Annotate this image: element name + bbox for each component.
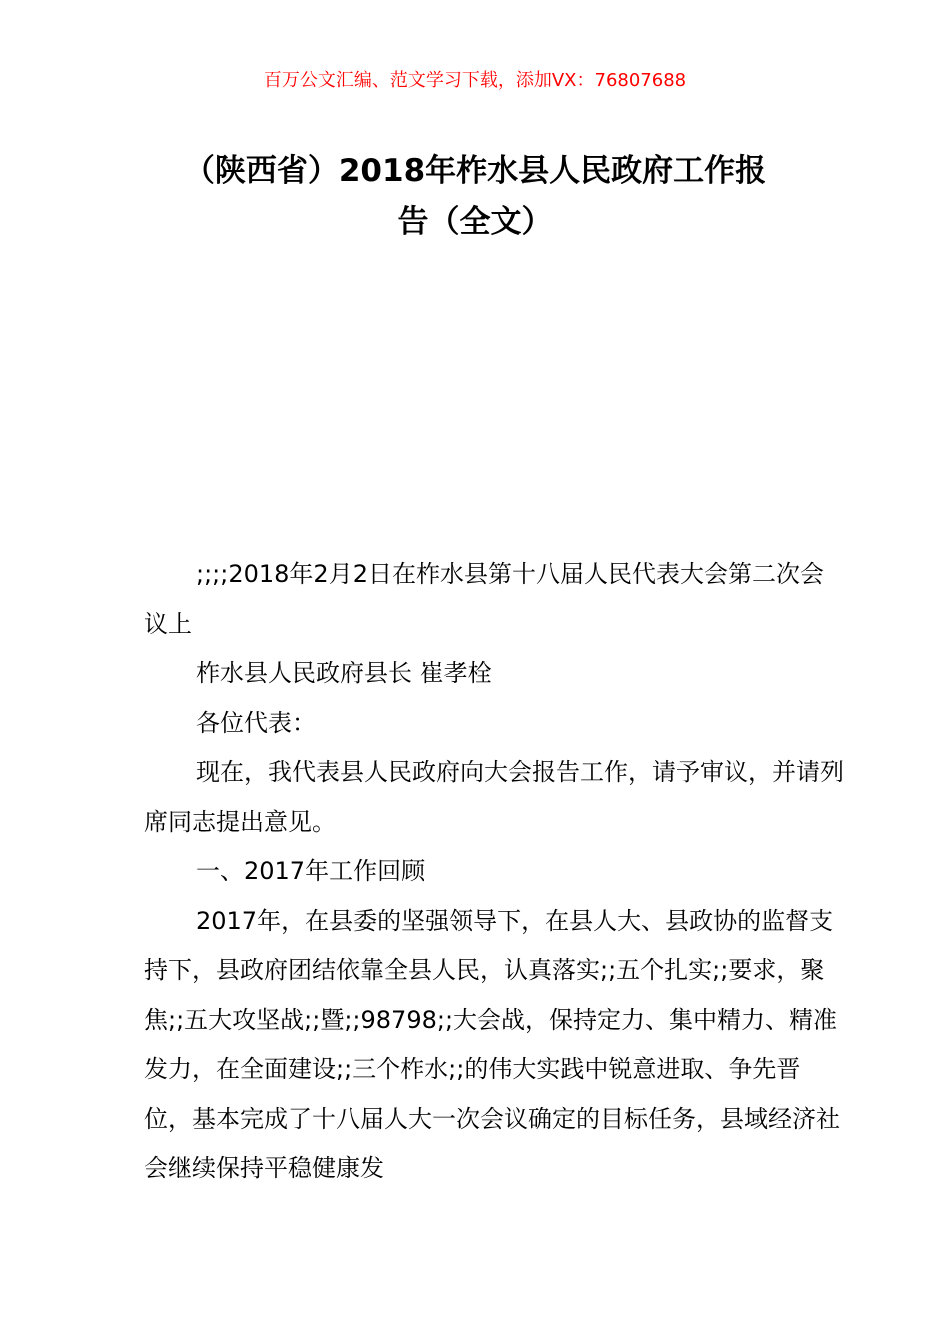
header-note: 百万公文汇编、范文学习下载，添加VX：76807688	[263, 70, 687, 91]
document-title-line-2: 告（全文）	[397, 204, 553, 240]
document-title-line-1: （陕西省）2018年柞水县人民政府工作报	[183, 153, 767, 189]
speaker-line: 柞水县人民政府县长 崔孝栓	[196, 659, 492, 687]
meeting-info-paragraph: ;;;;2018年2月2日在柞水县第十八届人民代表大会第二次会议上	[144, 560, 824, 638]
document-body	[144, 550, 844, 1194]
intro-paragraph: 现在，我代表县人民政府向大会报告工作，请予审议，并请列席同志提出意见。	[144, 758, 844, 836]
review-paragraph: 2017年，在县委的坚强领导下，在县人大、县政协的监督支持下，县政府团结依靠全县人民，认真落实;;五个扎实;;要求，聚焦;;五大攻坚战;;暨;;98798;;大会战，保持定力、集中精力、精准发力，在全面建设;;三个柞水;;的伟大实践中锐意进取、争先晋位，基本完成了十八届人大一次会议确定的目标任务，县域经济社会继续保持平稳健康发	[144, 906, 840, 1182]
salutation: 各位代表：	[196, 708, 316, 737]
section-heading: 一、2017年工作回顾	[196, 857, 426, 885]
